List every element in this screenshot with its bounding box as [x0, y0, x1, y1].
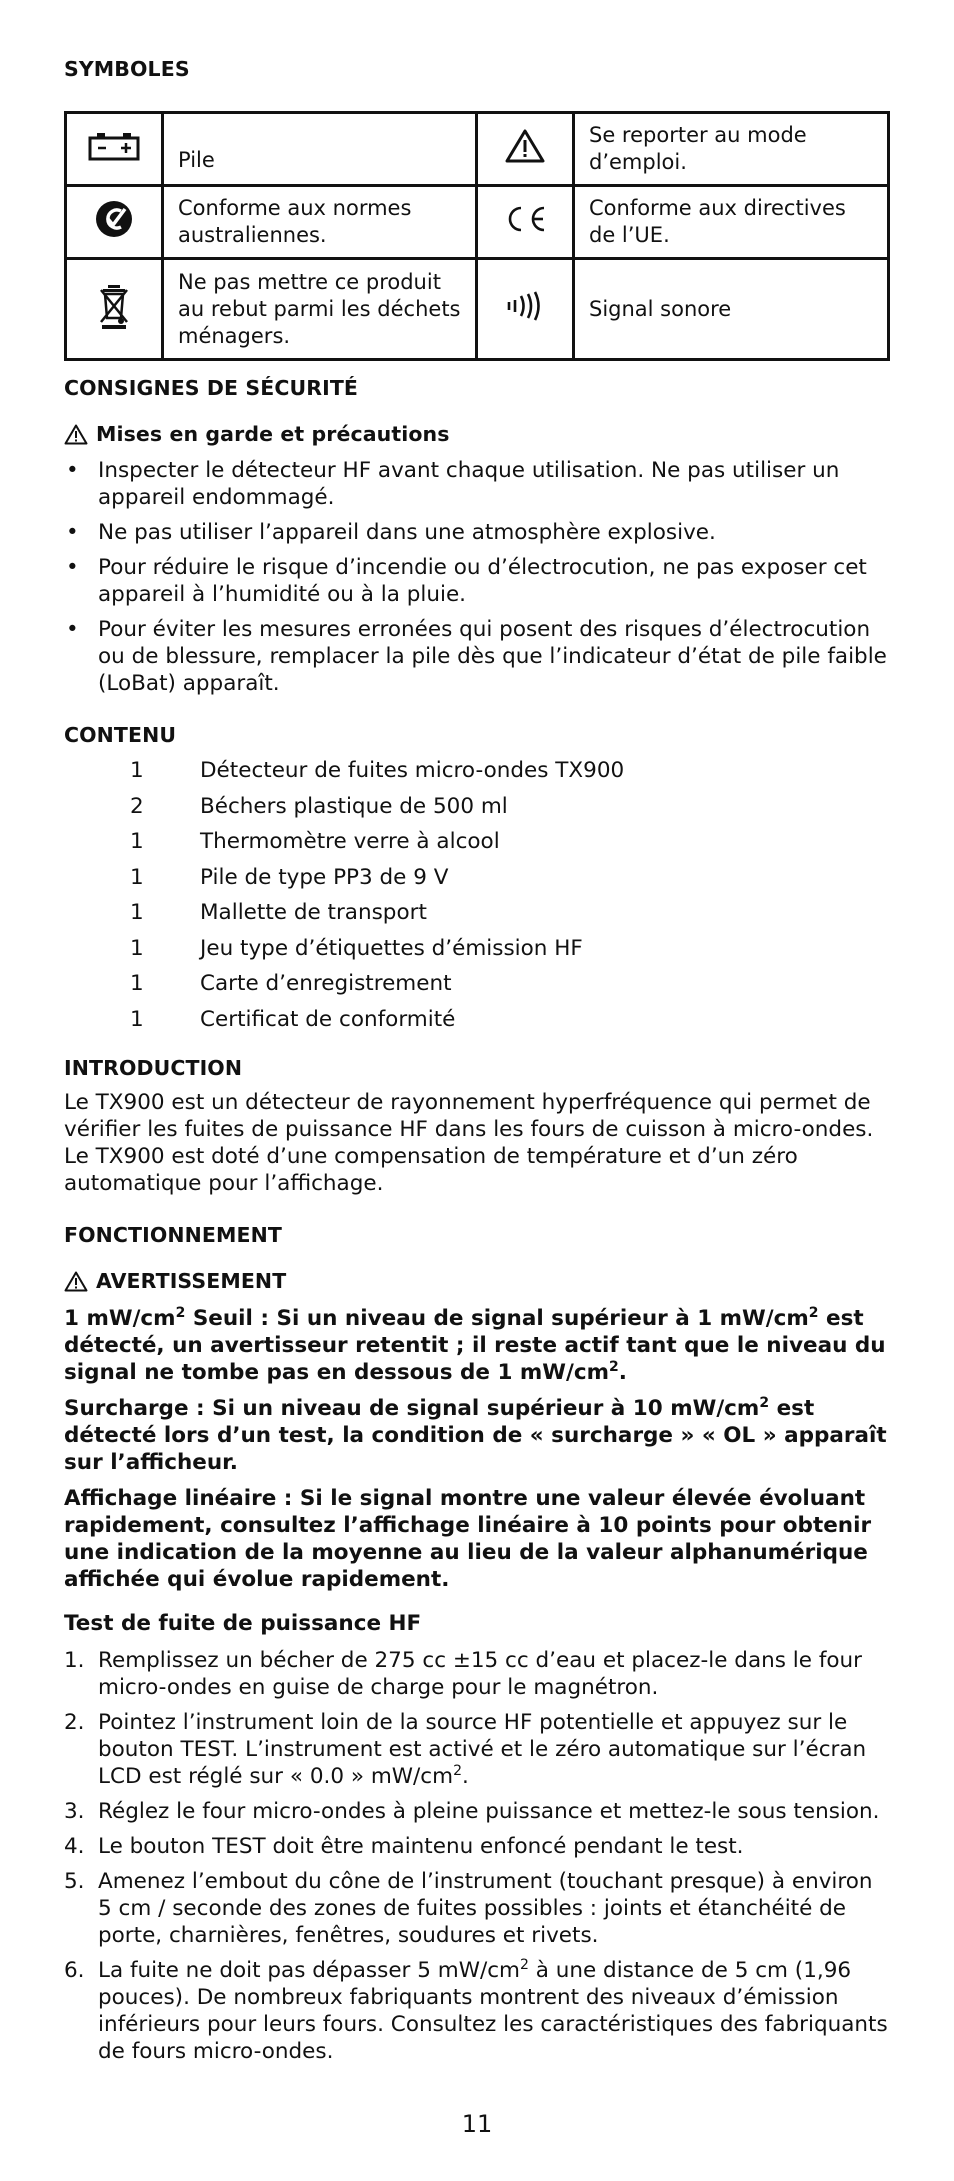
sound-signal-icon: [505, 291, 545, 321]
contents-heading: CONTENU: [64, 723, 177, 747]
operation-heading: FONCTIONNEMENT: [64, 1223, 282, 1247]
leak-test-steps: [64, 1647, 890, 2065]
step-item: [64, 1709, 890, 1790]
step-item: [64, 1833, 890, 1860]
symbol-desc: Ne pas mettre ce produit au rebut parmi les déchets ménagers.: [163, 259, 477, 360]
step-number: 1.: [64, 1648, 85, 1673]
step-text: Amenez l’embout du cône de l’instrument (touchant presque) à environ 5 cm / seconde des zones de fuites possibles : joints et étanchéité de porte, charnières, fenêtres, soudures et rivets.: [98, 1869, 873, 1948]
step-item: [64, 1957, 890, 2065]
symbol-desc: Se reporter au mode d’emploi.: [574, 113, 889, 186]
superscript: 2: [175, 1305, 186, 1321]
overload-text-a: Surcharge : Si un niveau de signal supérieur à 10 mW/cm: [64, 1396, 760, 1421]
list-item: [64, 793, 890, 829]
step-text-end: .: [462, 1764, 469, 1789]
list-item: [64, 935, 890, 971]
list-item: [64, 828, 890, 864]
step-number: 4.: [64, 1834, 85, 1859]
overload-warning: [64, 1395, 890, 1476]
list-item: [64, 1006, 890, 1042]
list-item: [64, 757, 890, 793]
linear-display-warning: Affichage linéaire : Si le signal montre une valeur élevée évoluant rapidement, consultez l’affichage linéaire à 10 points pour obtenir une indication de la moyenne au lieu de la valeur alphanumérique affichée qui évolue rapidement.: [64, 1486, 872, 1592]
list-item: • Ne pas utiliser l’appareil dans une atmosphère explosive.: [64, 519, 890, 546]
threshold-text-a: Seuil : Si un niveau de signal supérieur à 1 mW/cm: [185, 1306, 809, 1331]
symbol-desc: Pile: [163, 113, 477, 186]
introduction-text: Le TX900 est un détecteur de rayonnement hyperfréquence qui permet de vérifier les fuites de puissance HF dans les fours de cuisson à micro-ondes. Le TX900 est doté d’une compensation de température et d’un zéro automatique pour l’affichage.: [64, 1090, 874, 1196]
step-number: 2.: [64, 1710, 85, 1735]
list-item: • Inspecter le détecteur HF avant chaque utilisation. Ne pas utiliser un appareil endommagé.: [64, 457, 890, 511]
superscript: 2: [808, 1305, 819, 1321]
item-desc: Détecteur de fuites micro-ondes TX900: [200, 758, 625, 783]
step-text: Pointez l’instrument loin de la source HF potentielle et appuyez sur le bouton TEST. L’instrument est activé et le zéro automatique sur l’écran LCD est réglé sur « 0.0 » mW/cm: [98, 1710, 867, 1789]
threshold-unit: 1 mW/cm: [64, 1306, 176, 1331]
symbols-heading: SYMBOLES: [64, 57, 190, 81]
step-text: Réglez le four micro-ondes à pleine puissance et mettez-le sous tension.: [98, 1799, 880, 1824]
contents-list: [64, 757, 890, 1041]
symbol-cell: [477, 186, 574, 259]
superscript: 2: [453, 1763, 462, 1779]
threshold-text-b: est détecté, un avertisseur retentit ; il reste actif tant que le niveau du signal ne tombe pas en dessous de 1 mW/cm: [64, 1306, 886, 1385]
item-qty: 1: [130, 829, 144, 854]
item-desc: Béchers plastique de 500 ml: [200, 793, 508, 819]
item-qty: 1: [130, 864, 144, 890]
overload-text-b: est détecté lors d’un test, la condition de « surcharge » « OL » apparaît sur l’afficheur.: [64, 1396, 887, 1475]
item-desc: Pile de type PP3 de 9 V: [200, 864, 449, 890]
threshold-text-c: .: [618, 1360, 627, 1385]
ce-mark-icon: [502, 204, 548, 234]
step-text-end: à une distance de 5 cm (1,96 pouces). De nombreux fabriquants montrent des niveaux d’émission inférieurs pour leurs fours. Consultez les caractéristiques des fabriquants de fours micro-ondes.: [98, 1958, 888, 2064]
item-desc: Thermomètre verre à alcool: [200, 829, 500, 854]
crossed-out-bin-icon: [99, 282, 129, 330]
item-qty: 1: [130, 1006, 144, 1032]
manual-page: [64, 56, 890, 2073]
symbols-row: [66, 259, 889, 360]
symbol-desc: Signal sonore: [574, 259, 889, 360]
item-qty: 1: [130, 935, 144, 961]
warning-triangle-icon: [505, 129, 545, 163]
leak-test-heading: Test de fuite de puissance HF: [64, 1611, 422, 1636]
symbol-desc: Conforme aux normes australiennes.: [163, 186, 477, 259]
safety-heading: CONSIGNES DE SÉCURITÉ: [64, 376, 359, 400]
symbol-desc: Conforme aux directives de l’UE.: [574, 186, 889, 259]
item-desc: Jeu type d’étiquettes d’émission HF: [200, 935, 583, 961]
list-item: [64, 970, 890, 1006]
item-desc: Carte d’enregistrement: [200, 971, 452, 996]
step-item: [64, 1868, 890, 1949]
symbol-cell: [66, 186, 163, 259]
precautions-heading: [64, 421, 890, 448]
step-number: 3.: [64, 1799, 85, 1824]
threshold-warning: [64, 1305, 890, 1386]
symbol-cell: [66, 113, 163, 186]
list-item: • Pour réduire le risque d’incendie ou d’électrocution, ne pas exposer cet appareil à l’humidité ou à la pluie.: [64, 554, 890, 608]
item-qty: 1: [130, 900, 144, 925]
precautions-heading-text: Mises en garde et précautions: [96, 422, 450, 446]
step-item: [64, 1647, 890, 1701]
item-desc: Certificat de conformité: [200, 1006, 456, 1032]
list-item: • Pour éviter les mesures erronées qui posent des risques d’électrocution ou de blessure, remplacer la pile dès que l’indicateur d’état de pile faible (LoBat) apparaît.: [64, 616, 890, 697]
safety-list: [64, 457, 890, 697]
item-qty: 1: [130, 971, 144, 996]
item-qty: 1: [130, 758, 144, 783]
list-item: [64, 864, 890, 900]
step-item: [64, 1798, 890, 1825]
superscript: 2: [519, 1957, 529, 1973]
warning-heading: [64, 1268, 890, 1295]
warning-triangle-icon: [64, 424, 88, 445]
item-desc: Mallette de transport: [200, 900, 427, 925]
symbol-cell: [477, 113, 574, 186]
symbols-row: [66, 186, 889, 259]
page-number: 11: [461, 2110, 493, 2138]
step-text: Remplissez un bécher de 275 cc ±15 cc d’eau et placez-le dans le four micro-ondes en guise de charge pour le magnétron.: [98, 1648, 863, 1700]
c-tick-mark-icon: [94, 199, 134, 239]
symbol-cell: [66, 259, 163, 360]
introduction-heading: INTRODUCTION: [64, 1056, 243, 1080]
warning-heading-text: AVERTISSEMENT: [96, 1269, 287, 1293]
symbols-row: [66, 113, 889, 186]
list-item: [64, 899, 890, 935]
step-text: Le bouton TEST doit être maintenu enfoncé pendant le test.: [98, 1834, 744, 1859]
step-text: La fuite ne doit pas dépasser 5 mW/cm: [98, 1958, 520, 1983]
superscript: 2: [759, 1395, 770, 1411]
warning-triangle-icon: [64, 1271, 88, 1292]
symbol-cell: [477, 259, 574, 360]
superscript: 2: [609, 1359, 619, 1375]
symbols-table: [64, 111, 890, 361]
step-number: 6.: [64, 1958, 85, 1983]
item-qty: 2: [130, 793, 144, 819]
battery-icon: [88, 131, 140, 161]
step-number: 5.: [64, 1869, 85, 1894]
